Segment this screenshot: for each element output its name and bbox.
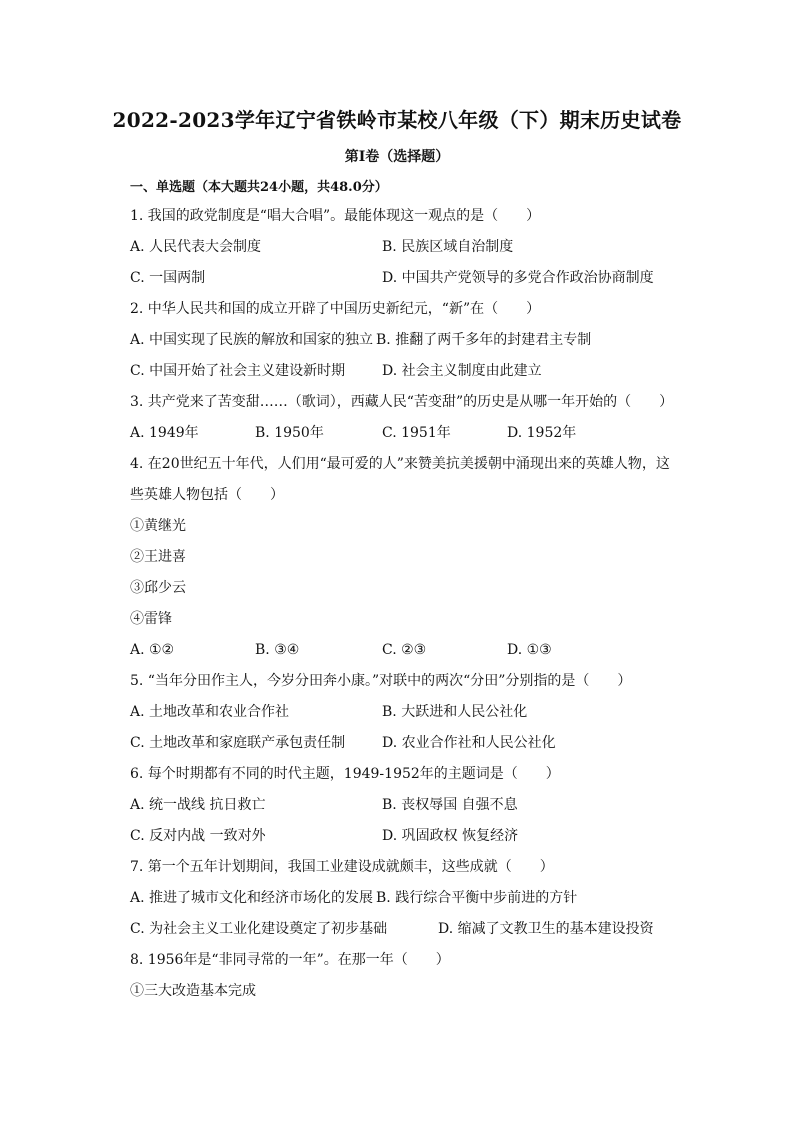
option-row [130,418,710,449]
question-stem: 5. “当年分田作主人，今岁分田奔小康。”对联中的两次“分田”分别指的是（ ） [130,673,632,689]
option-row [130,263,710,294]
option-row [130,232,710,263]
page-title: 2022-2023学年辽宁省铁岭市某校八年级（下）期末历史试卷 [112,108,682,132]
option-d: D. 缩减了文教卫生的基本建设投资 [438,921,654,937]
option-row [130,821,710,852]
question-stem: 3. 共产党来了苦变甜……（歌词），西藏人民“苦变甜”的历史是从哪一年开始的（ ） [130,394,674,410]
option-row [130,728,710,759]
question-stem: 6. 每个时期都有不同的时代主题，1949-1952年的主题词是（ ） [130,766,560,782]
option-b: B. 丧权辱国 自强不息 [382,797,518,813]
question-stem: 7. 第一个五年计划期间，我国工业建设成就颇丰，这些成就（ ） [130,859,554,875]
option-d: D. 中国共产党领导的多党合作政治协商制度 [382,270,654,286]
option-row [130,325,710,356]
option-a: A. 统一战线 抗日救亡 [130,797,266,813]
question-stem: 8. 1956年是“非同寻常的一年”。在那一年（ ） [130,952,450,968]
option-row [130,883,710,914]
option-a: A. ①② [130,642,175,658]
option-c: C. 反对内战 一致对外 [130,828,266,844]
option-b: B. 1950年 [255,425,324,441]
option-b: B. 大跃进和人民公社化 [382,704,528,720]
option-c: C. 1951年 [382,425,451,441]
option-c: C. 土地改革和家庭联产承包责任制 [130,735,346,751]
option-a: A. 1949年 [130,425,199,441]
option-row [130,914,710,945]
question-stem: 4. 在20世纪五十年代，人们用“最可爱的人”来赞美抗美援朝中涌现出来的英雄人物，这 [130,456,670,472]
option-d: D. ①③ [507,642,552,658]
option-c: C. 为社会主义工业化建设奠定了初步基础 [130,921,388,937]
volume-subtitle: 第I卷（选择题） [344,149,450,165]
question-list [130,201,710,1007]
list-item: ①三大改造基本完成 [130,983,256,999]
option-b: B. ③④ [255,642,300,658]
option-c: C. 一国两制 [130,270,206,286]
option-d: D. 巩固政权 恢复经济 [382,828,519,844]
option-c: C. ②③ [382,642,427,658]
option-row [130,635,710,666]
question-stem-continued: 些英雄人物包括（ ） [130,487,284,503]
question-stem: 2. 中华人民共和国的成立开辟了中国历史新纪元，“新”在（ ） [130,301,541,317]
list-item: ②王进喜 [130,549,186,565]
list-item: ①黄继光 [130,518,186,534]
option-b: B. 民族区域自治制度 [382,239,514,255]
option-a: A. 人民代表大会制度 [130,239,262,255]
option-d: D. 农业合作社和人民公社化 [382,735,556,751]
option-row [130,356,710,387]
option-d: D. 社会主义制度由此建立 [382,363,542,379]
option-c: C. 中国开始了社会主义建设新时期 [130,363,346,379]
option-b: B. 推翻了两千多年的封建君主专制 [376,332,592,348]
option-a: A. 土地改革和农业合作社 [130,704,290,720]
option-b: B. 践行综合平衡中步前进的方针 [376,890,578,906]
option-a: A. 推进了城市文化和经济市场化的发展 [130,890,374,906]
option-row [130,790,710,821]
option-d: D. 1952年 [507,425,577,441]
list-item: ③邱少云 [130,580,186,596]
option-row [130,697,710,728]
section-heading: 一、单选题（本大题共24小题，共48.0分） [130,180,388,195]
question-stem: 1. 我国的政党制度是“唱大合唱”。最能体现这一观点的是（ ） [130,208,541,224]
option-a: A. 中国实现了民族的解放和国家的独立 [130,332,374,348]
list-item: ④雷锋 [130,611,172,627]
